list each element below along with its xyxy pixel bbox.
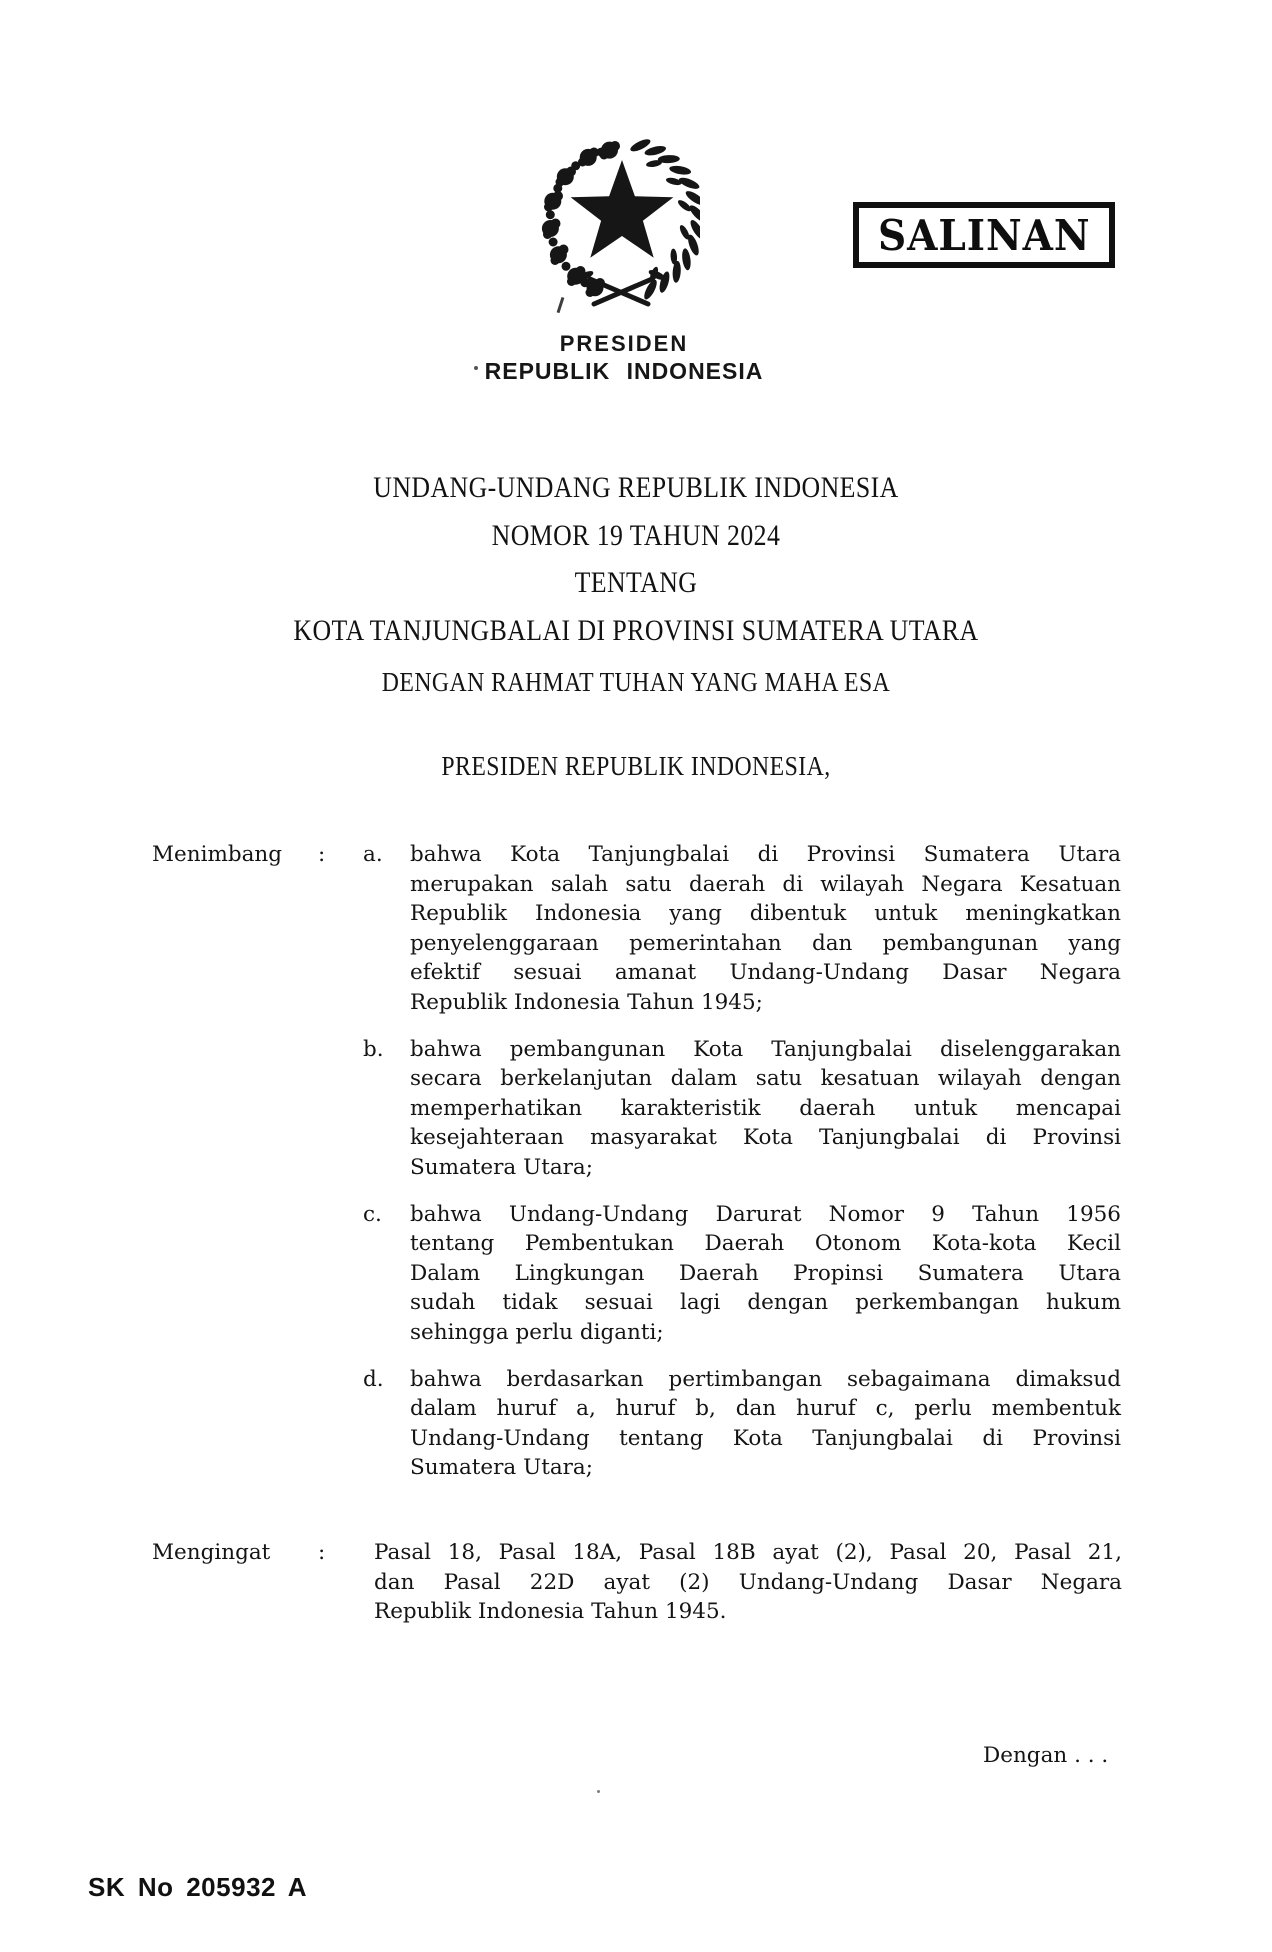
- item-paragraph: [410, 840, 1121, 1018]
- paragraph-line: sehingga perlu diganti;: [410, 1319, 664, 1345]
- paragraph-line: bahwa Kota Tanjungbalai di Provinsi Sumatera Utara: [410, 842, 1121, 867]
- title-line-2: NOMOR 19 TAHUN 2024: [491, 518, 781, 552]
- paragraph-line: Republik Indonesia Tahun 1945.: [374, 1599, 727, 1625]
- consideration-item: [363, 840, 1121, 1018]
- letterhead-presiden: PRESIDEN: [559, 331, 689, 356]
- paragraph-line: Pasal 18, Pasal 18A, Pasal 18B ayat (2), Pasal 20, Pasal 21,: [374, 1540, 1122, 1565]
- item-marker: d.: [363, 1366, 384, 1392]
- paragraph-line: penyelenggaraan pemerintahan dan pembangunan yang: [410, 930, 1121, 956]
- sk-number: SK No 205932 A: [88, 1872, 308, 1902]
- star-icon: [571, 160, 674, 258]
- consideration-list: [363, 840, 1121, 1500]
- mengingat-label: Mengingat: [152, 1540, 271, 1565]
- item-paragraph: [410, 1035, 1121, 1183]
- paragraph-line: dalam huruf a, huruf b, dan huruf c, perlu membentuk: [410, 1396, 1121, 1422]
- scan-artifact-dot: [597, 1790, 600, 1793]
- paragraph-line: merupakan salah satu daerah di wilayah Negara Kesatuan: [410, 871, 1121, 897]
- menimbang-label: Menimbang: [152, 842, 283, 867]
- scan-artifact-dot: [474, 366, 478, 370]
- paragraph-line: sudah tidak sesuai lagi dengan perkembangan hukum: [410, 1290, 1121, 1316]
- paragraph-line: bahwa berdasarkan pertimbangan sebagaimana dimaksud: [410, 1366, 1121, 1392]
- item-paragraph: [410, 1365, 1121, 1483]
- paragraph-line: tentang Pembentukan Daerah Otonom Kota-kota Kecil: [410, 1231, 1121, 1257]
- paragraph-line: efektif sesuai amanat Undang-Undang Dasar Negara: [410, 960, 1121, 986]
- paragraph-line: Undang-Undang tentang Kota Tanjungbalai di Provinsi: [410, 1425, 1121, 1451]
- paragraph-line: kesejahteraan masyarakat Kota Tanjungbalai di Provinsi: [410, 1125, 1121, 1151]
- title-line-1: UNDANG-UNDANG REPUBLIK INDONESIA: [373, 471, 899, 504]
- paragraph-line: Republik Indonesia yang dibentuk untuk meningkatkan: [410, 901, 1121, 927]
- consideration-item: [363, 1200, 1121, 1348]
- paragraph-line: Sumatera Utara;: [410, 1455, 593, 1481]
- mengingat-colon: :: [318, 1540, 326, 1565]
- paragraph-line: Sumatera Utara;: [410, 1154, 593, 1180]
- salinan-stamp: [853, 202, 1115, 268]
- paragraph-line: Republik Indonesia Tahun 1945;: [410, 989, 763, 1015]
- paragraph-line: secara berkelanjutan dalam satu kesatuan wilayah dengan: [410, 1066, 1121, 1092]
- item-marker: b.: [363, 1036, 384, 1062]
- paragraph-line: dan Pasal 22D ayat (2) Undang-Undang Dasar Negara: [374, 1569, 1122, 1595]
- paragraph-line: Dalam Lingkungan Daerah Propinsi Sumatera Utara: [410, 1260, 1121, 1286]
- paragraph-line: bahwa Undang-Undang Darurat Nomor 9 Tahun 1956: [410, 1201, 1121, 1227]
- menimbang-colon: :: [318, 842, 326, 867]
- title-line-3: TENTANG: [574, 566, 698, 600]
- paragraph-line: bahwa pembangunan Kota Tanjungbalai diselenggarakan: [410, 1036, 1121, 1062]
- catchword: Dengan . . .: [983, 1743, 1109, 1768]
- item-marker: a.: [363, 842, 383, 867]
- paragraph-line: memperhatikan karakteristik daerah untuk mencapai: [410, 1095, 1121, 1121]
- invocation-line: DENGAN RAHMAT TUHAN YANG MAHA ESA: [381, 667, 891, 697]
- letterhead: [444, 331, 804, 384]
- star-wreath-emblem-icon: [534, 135, 700, 307]
- title-line-4: KOTA TANJUNGBALAI DI PROVINSI SUMATERA UTARA: [293, 613, 979, 647]
- letterhead-republik-indonesia: REPUBLIK INDONESIA: [484, 358, 764, 384]
- item-marker: c.: [363, 1201, 382, 1227]
- mengingat-paragraph: [374, 1538, 1122, 1627]
- consideration-item: [363, 1365, 1121, 1483]
- document-title: [154, 464, 1117, 654]
- authority-line: PRESIDEN REPUBLIK INDONESIA,: [441, 751, 831, 781]
- salinan-label: SALINAN: [877, 210, 1091, 260]
- item-paragraph: [410, 1200, 1121, 1348]
- consideration-item: [363, 1035, 1121, 1183]
